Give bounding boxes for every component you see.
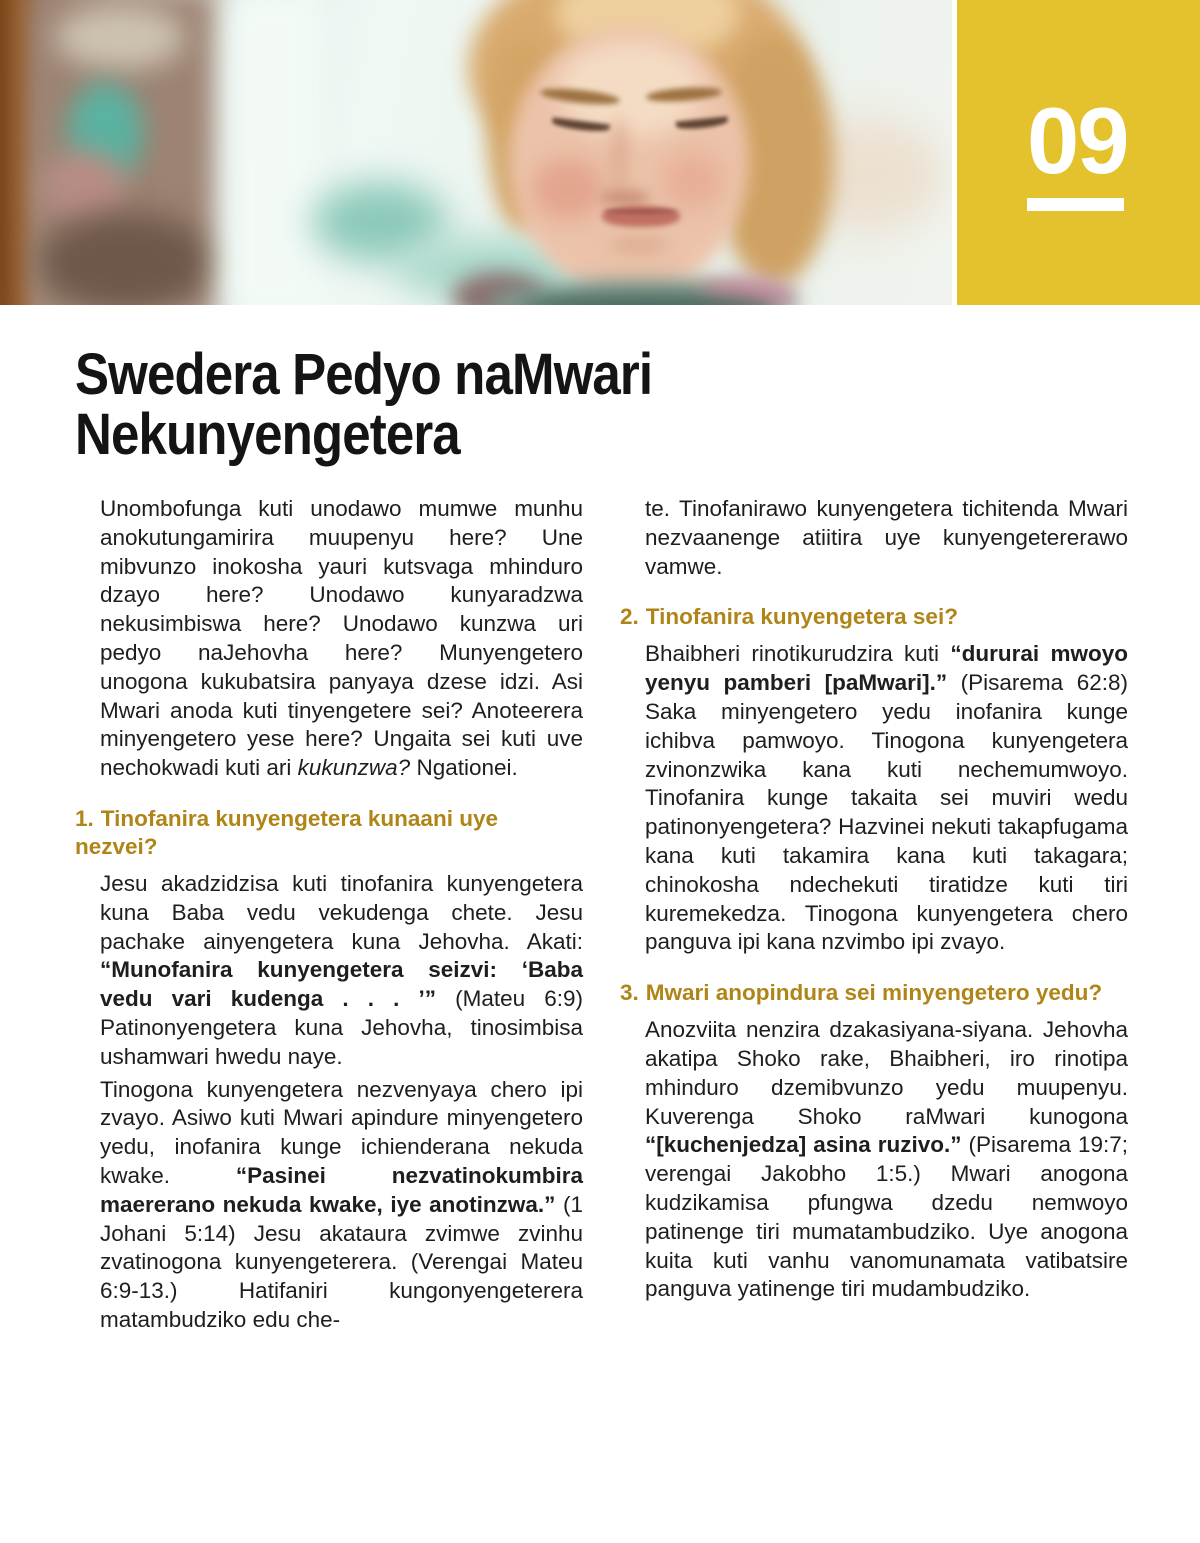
lesson-number: 09 xyxy=(1027,88,1128,193)
column-left xyxy=(75,495,583,1339)
photo-shelf-shadow xyxy=(38,212,213,305)
woman-cheek-right xyxy=(662,152,724,210)
photo-window-light xyxy=(222,0,322,305)
section-heading-text: Tinofanira kunyengetera sei? xyxy=(645,604,958,630)
woman-chin-shadow xyxy=(608,238,670,252)
lesson-badge xyxy=(957,0,1200,305)
woman-nose-tip xyxy=(600,190,650,206)
page-title: Swedera Pedyo naMwari Nekunyengetera xyxy=(75,342,653,467)
section-heading-text: Mwari anopindura sei minyengetero yedu? xyxy=(645,980,1103,1006)
intro-paragraph: Unombofunga kuti unodawo mumwe munhu anokutungamirira muupenyu here? Une mibvunzo inokosha yauri kutsvaga mhinduro dzayo here? Unodawo kunyaradzwa nekusimbiswa here? Unodawo kunzwa uri pedyo naJehovha here? Munyengetero unogona kukubatsira panyaya dzese idzi. Asi Mwari anoda kuti tinyengetere sei? Anoteerera minyengetero yese here? Ungaita sei kuti uve nechokwadi kuti ari kukunzwa? Ngationei. xyxy=(100,496,583,781)
article-body xyxy=(75,495,1128,1339)
photo-shelf-top xyxy=(55,5,185,70)
paragraph: Anozviita nenzira dzakasiyana-siyana. Jehovha akatipa Shoko rake, Bhaibheri, iro rinotipa mhinduro dzemibvunzo yedu muupenyu. Kuverenga Shoko raMwari kunogona “[kuchenjedza] asina ruzivo.” (Pisarema 19:7; verengai Jakobho 1:5.) Mwari anogona kudzikamisa pfungwa dzedu nemwoyo patinenge tiri mumatambudziko. Uye anogona kuita kuti vanhu vanomunamata vatibatsire panguva yatinenge tiri mudambudziko. xyxy=(645,1017,1128,1302)
section-number: 3. xyxy=(620,980,639,1006)
paragraph: te. Tinofanirawo kunyengetera tichitenda Mwari nezvaanenge atiitira uye kunyengetererawo vamwe. xyxy=(645,496,1128,579)
woman-nose xyxy=(612,118,627,196)
paragraph: Bhaibheri rinotikurudzira kuti “dururai mwoyo yenyu pamberi [paMwari].” (Pisarema 62:8) Saka minyengetero yedu inofanira kunge ichibva pamwoyo. Tinogona kunyengetera zvinonzwika kana kuti nechemumwoyo. Tinofanira kunge takaita sei muviri wedu patinonyengetera? Hazvinei nekuti takapfugama kana kuti takamira kana kuti takagara; chinokosha ndechekuti tiratidze kuti tiri kuremekedza. Tinogona kunyengetera chero panguva ipi kana nzvimbo ipi zvayo. xyxy=(645,641,1128,955)
section-heading xyxy=(620,603,1128,631)
hero xyxy=(0,0,1200,305)
title-block xyxy=(75,342,1200,467)
section-heading-text: Tinofanira kunyengetera kunaani uye nezvei? xyxy=(75,805,498,859)
paragraph: Jesu akadzidzisa kuti tinofanira kunyengetera kuna Baba vedu vekudenga chete. Jesu pachake ainyengetera kuna Jehovha. Akati: “Munofanira kunyengetera seizvi: ‘Baba vedu vari kudenga . . . ’” (Mateu 6:9) Patinonyengetera kuna Jehovha, tinosimbisa ushamwari hwedu naye. xyxy=(100,870,583,1069)
section-number: 1. xyxy=(75,805,94,831)
paragraph: Tinogona kunyengetera nezvenyaya chero ipi zvayo. Asiwo kuti Mwari apindure minyengetero yedu, inofanira kunge ichienderana nekuda kwake. “Pasinei nezvatinokumbira maererano nekuda kwake, iye anotinzwa.” (1 Johani 5:14) Jesu akataura zvimwe zvinhu zvatinogona kunyengeterera. (Verengai Mateu 6:9-13.) Hatifaniri kungonyengeterera matambudziko edu che- xyxy=(100,1076,583,1332)
woman-mouth-line xyxy=(604,209,678,214)
column-right xyxy=(620,495,1128,1339)
hero-photo xyxy=(0,0,952,305)
woman-cheek-left xyxy=(532,158,604,220)
section-heading xyxy=(620,979,1128,1007)
lesson-underline xyxy=(1027,198,1124,211)
section-number: 2. xyxy=(620,604,639,630)
section-heading xyxy=(75,805,583,861)
